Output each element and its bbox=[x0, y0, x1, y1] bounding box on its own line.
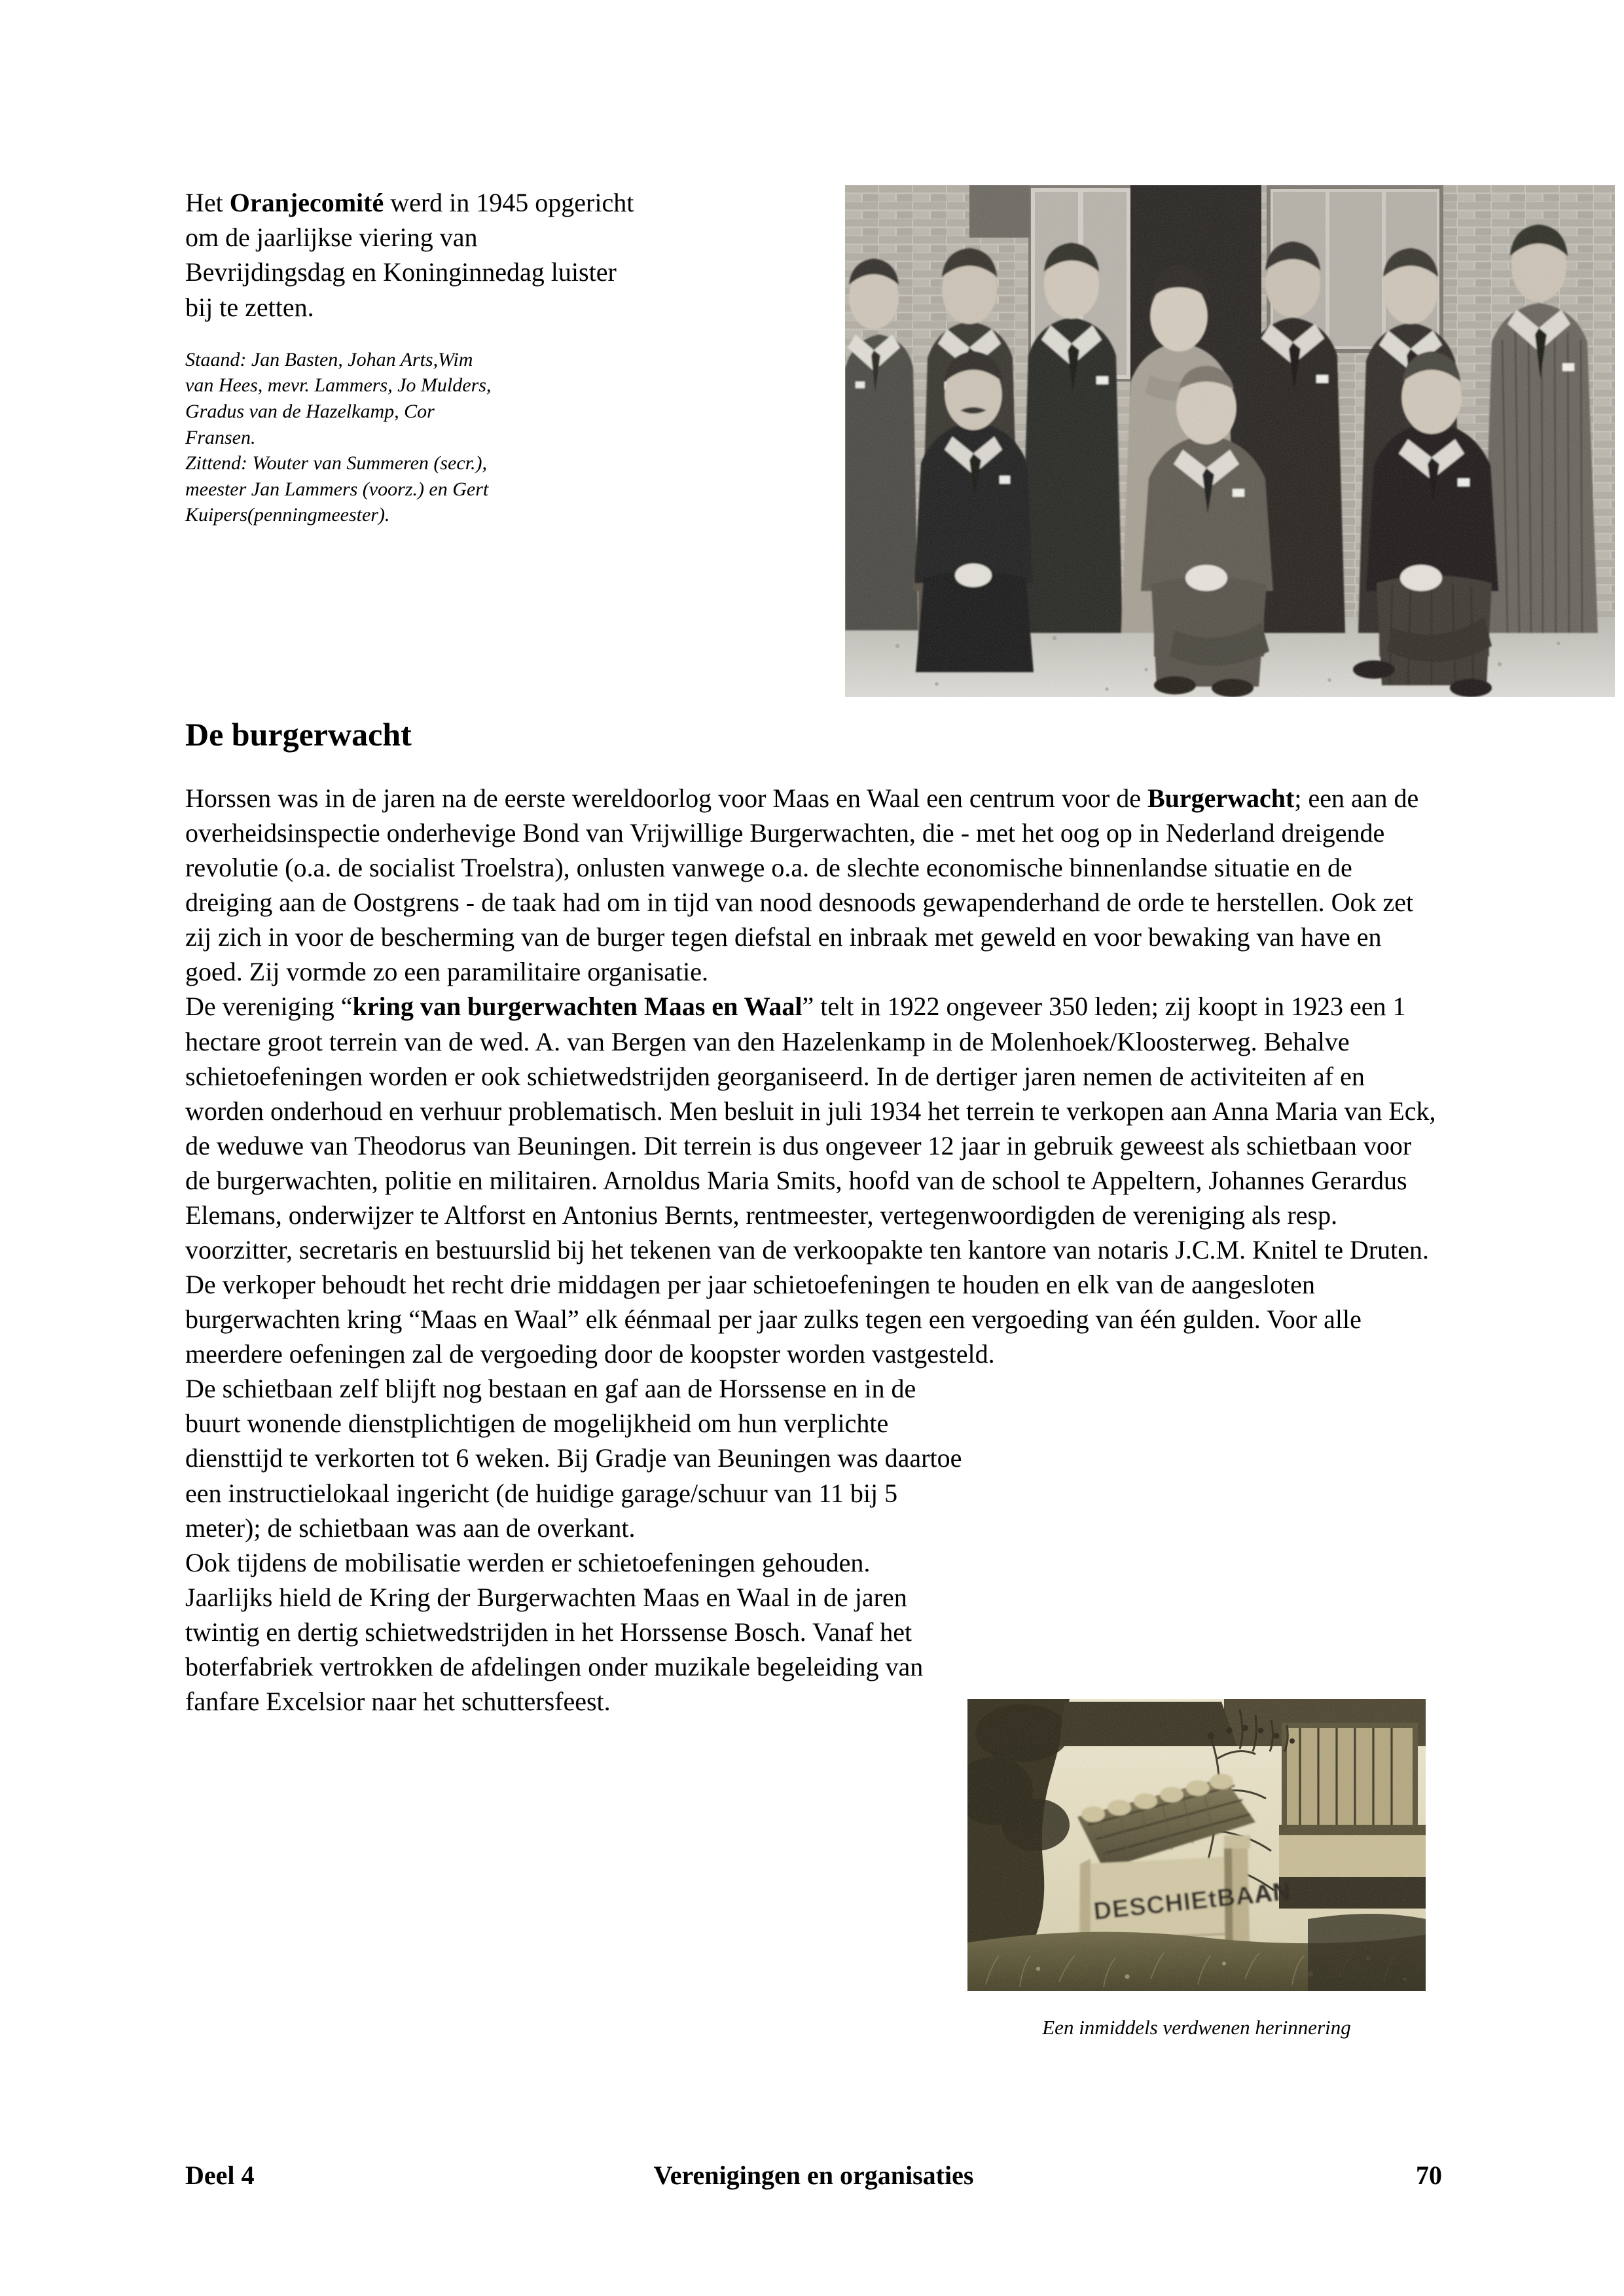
p2-part-a: De vereniging “ bbox=[185, 992, 353, 1022]
intro-suffix: werd in 1945 opgericht om de jaarlijkse viering van Bevrijdingsdag en Koninginnedag luister bij te zetten. bbox=[185, 188, 634, 322]
section-heading: De burgerwacht bbox=[185, 716, 412, 753]
intro-and-photo-block bbox=[185, 185, 1442, 528]
caption-line: Staand: Jan Basten, Johan Arts,Wim bbox=[185, 348, 473, 370]
group-photo-image bbox=[845, 185, 1615, 697]
caption-line: van Hees, mevr. Lammers, Jo Mulders, bbox=[185, 374, 492, 397]
body-paragraph-4: Ook tijdens de mobilisatie werden er schietoefeningen gehouden. bbox=[185, 1547, 871, 1577]
oranjecomite-bold: Oranjecomité bbox=[229, 188, 384, 217]
group-photo-caption bbox=[185, 347, 637, 528]
caption-line: Kuipers(penningmeester). bbox=[185, 504, 390, 526]
body-paragraph-1 bbox=[185, 781, 1442, 989]
body-paragraph-2 bbox=[185, 989, 1442, 1371]
intro-paragraph bbox=[185, 185, 637, 325]
schietbaan-shed-photo bbox=[967, 1699, 1426, 1991]
footer-page-number: 70 bbox=[1415, 2161, 1442, 2190]
kring-bold: kring van burgerwachten Maas en Waal bbox=[352, 992, 803, 1022]
footer-part-label: Deel 4 bbox=[185, 2161, 255, 2190]
caption-line: Fransen. bbox=[185, 426, 256, 448]
p1-part-c: ; een aan de overheidsinspectie onderhevige Bond van Vrijwillige Burgerwachten, die - met het oog op in Nederland dreigende revolutie (o.a. de socialist Troelstra), onlusten vanwege o.a. de slechte economische binnenlandse situatie en de dreiging aan de Oostgrens - de taak had om in tijd van nood desnoods gewapenderhand de orde te herstellen. Ook zet zij zich in voor de bescherming van de burger tegen diefstal en inbraak met geweld en voor bewaking van have en goed. Zij vormde zo een paramilitaire organisatie. bbox=[185, 783, 1419, 987]
page-footer bbox=[185, 2160, 1442, 2191]
p1-part-a: Horssen was in de jaren na de eerste wereldoorlog voor Maas en Waal een centrum voor de bbox=[185, 783, 1147, 813]
p3-text: De schietbaan zelf blijft nog bestaan en gaf aan de Horssense en in de buurt wonende dienstplichtigen de mogelijkheid om hun verplichte diensttijd te verkorten tot 6 weken. Bij Gradje van Beuningen was daartoe een instructielokaal ingericht (de huidige garage/schuur van 11 bij 5 meter); de schietbaan was aan de overkant. bbox=[185, 1374, 962, 1543]
intro-prefix: Het bbox=[185, 188, 230, 217]
burgerwacht-bold: Burgerwacht bbox=[1147, 783, 1295, 813]
footer-section-label: Verenigingen en organisaties bbox=[653, 2161, 974, 2190]
body-text bbox=[185, 781, 1442, 1719]
p2-part-c: ” telt in 1922 ongeveer 350 leden; zij koopt in 1923 een 1 hectare groot terrein van de wed. A. van Bergen van den Hazelenkamp in de Molenhoek/Kloosterweg. Behalve schietoefeningen worden er ook schietwedstrijden georganiseerd. In de dertiger jaren nemen de activiteiten af en worden onderhoud en verhuur problematisch. Men besluit in juli 1934 het terrein te verkopen aan Anna Maria van Eck, de weduwe van Theodorus van Beuningen. Dit terrein is dus ongeveer 12 jaar in gebruik geweest als schietbaan voor de burgerwachten, politie en militairen. Arnoldus Maria Smits, hoofd van de school te Appeltern, Johannes Gerardus Elemans, onderwijzer te Altforst en Antonius Bernts, rentmeester, vertegenwoordigden de vereniging als resp. voorzitter, secretaris en bestuurslid bij het tekenen van de verkoopakte ten kantore van notaris J.C.M. Knitel te Druten. De verkoper behoudt het recht drie middagen per jaar schietoefeningen te houden en elk van de aangesloten burgerwachten kring “Maas en Waal” elk éénmaal per jaar zulks tegen een vergoeding van één gulden. Voor alle meerdere oefeningen zal de vergoeding door de koopster worden vastgesteld. bbox=[185, 992, 1436, 1369]
caption-line: Zittend: Wouter van Summeren (secr.), bbox=[185, 452, 488, 475]
caption-line: meester Jan Lammers (voorz.) en Gert bbox=[185, 478, 489, 500]
intro-text-column bbox=[185, 185, 637, 528]
shed-photo-caption: Een inmiddels verdwenen herinnering bbox=[1042, 2016, 1351, 2039]
oranjecomite-group-photo bbox=[845, 185, 1615, 697]
caption-line: Gradus van de Hazelkamp, Cor bbox=[185, 400, 435, 422]
shed-photo-text-wrap-spacer bbox=[967, 1376, 1442, 1676]
body-paragraph-5: Jaarlijks hield de Kring der Burgerwachten Maas en Waal in de jaren twintig en dertig schietwedstrijden in het Horssense Bosch. Vanaf het boterfabriek vertrokken de afdelingen onder muzikale begeleiding van fanfare Excelsior naar het schuttersfeest. bbox=[185, 1582, 924, 1717]
shed-photo-image bbox=[967, 1699, 1426, 1991]
body-paragraph-3 bbox=[185, 1371, 1442, 1545]
